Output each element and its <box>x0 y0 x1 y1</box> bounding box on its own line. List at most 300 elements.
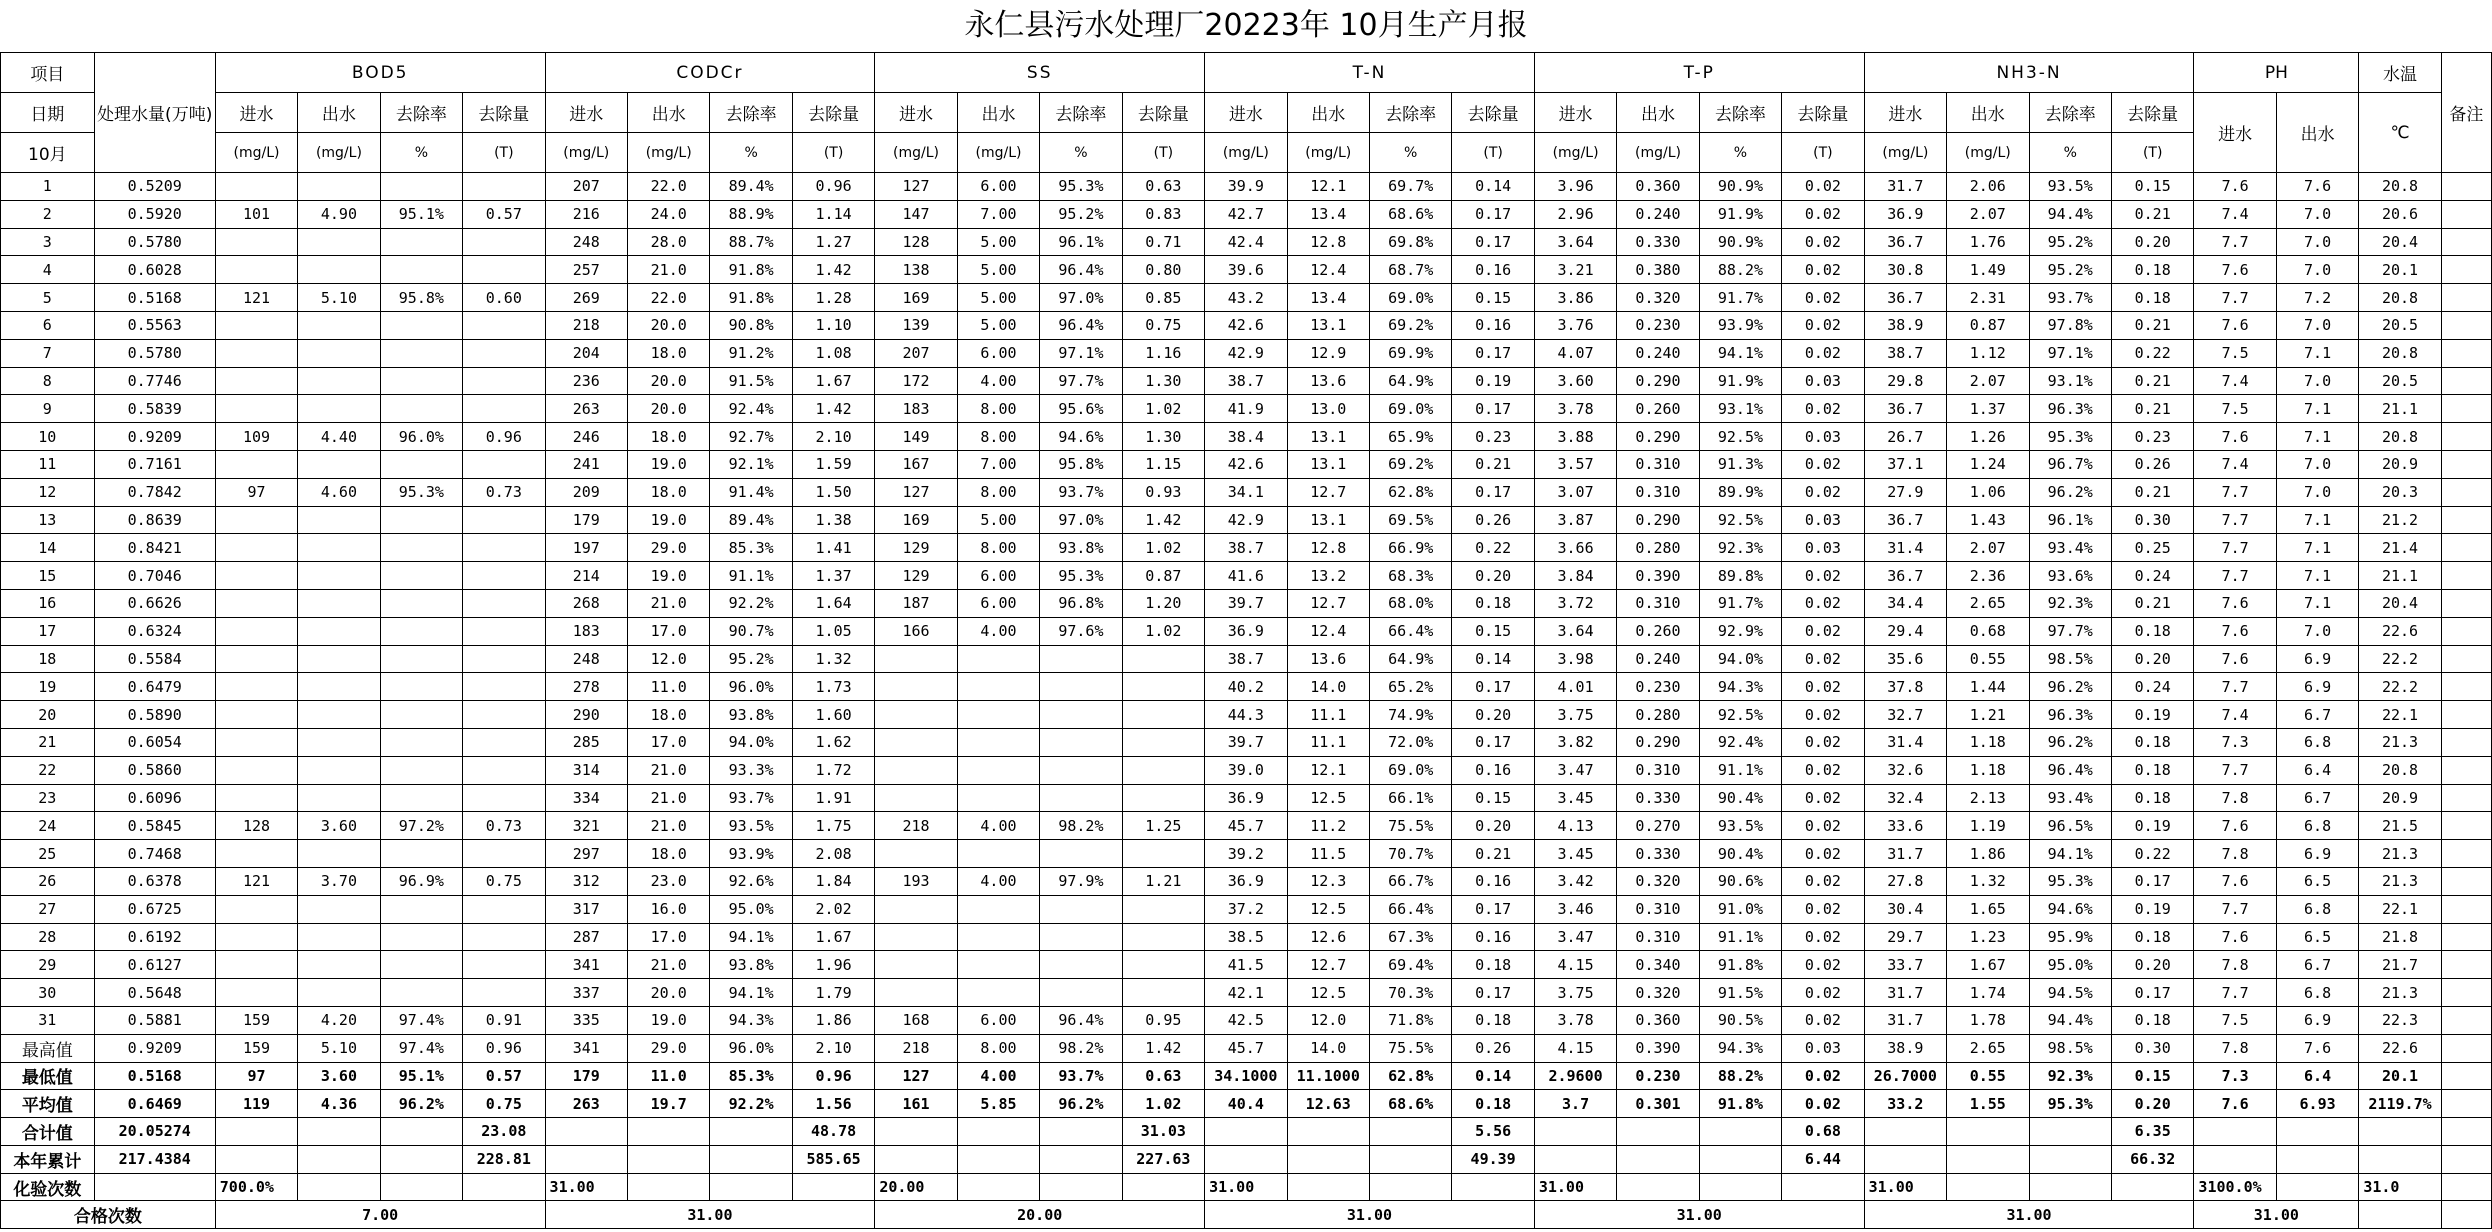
data-cell: 7.3 <box>2194 728 2276 756</box>
blank-cell <box>1369 1145 1451 1173</box>
blank-cell <box>1205 1118 1287 1146</box>
data-cell: 0.02 <box>1782 311 1864 339</box>
table-row <box>1 423 2492 451</box>
data-cell: 0.16 <box>1452 311 1534 339</box>
data-cell: 37.1 <box>1864 450 1946 478</box>
blank-cell <box>2029 1145 2111 1173</box>
table-row <box>1 812 2492 840</box>
data-cell: 1.15 <box>1122 450 1204 478</box>
data-cell: 0.17 <box>1452 673 1534 701</box>
data-cell: 93.7% <box>1040 478 1122 506</box>
data-cell <box>1040 923 1122 951</box>
data-cell: 19.0 <box>627 562 709 590</box>
data-cell: 5.00 <box>957 256 1039 284</box>
blank-cell <box>2441 1201 2491 1229</box>
blank-cell <box>710 1118 792 1146</box>
group-bod5: BOD5 <box>215 53 545 93</box>
group-ss: SS <box>875 53 1205 93</box>
pass-value: 31.00 <box>1205 1201 1535 1229</box>
stat-cell: 0.75 <box>463 1090 545 1118</box>
data-cell: 0.5780 <box>94 228 215 256</box>
sub-header: 去除率 <box>1369 93 1451 133</box>
day-cell: 5 <box>1 284 95 312</box>
data-cell: 91.5% <box>1699 979 1781 1007</box>
data-cell: 121 <box>215 867 297 895</box>
data-cell: 42.9 <box>1205 339 1287 367</box>
data-cell: 6.8 <box>2276 979 2358 1007</box>
total-value: 49.39 <box>1452 1145 1534 1173</box>
data-cell: 21.1 <box>2359 395 2441 423</box>
stat-cell: 7.6 <box>2194 1090 2276 1118</box>
sub-header: 出水 <box>1617 93 1699 133</box>
sub-header: 去除率 <box>380 93 462 133</box>
data-cell: 8.00 <box>957 395 1039 423</box>
data-cell: 7.4 <box>2194 367 2276 395</box>
sub-header: 去除量 <box>2111 93 2193 133</box>
stat-cell: 68.6% <box>1369 1090 1451 1118</box>
data-cell <box>215 589 297 617</box>
data-cell: 0.17 <box>1452 228 1534 256</box>
data-cell: 39.7 <box>1205 728 1287 756</box>
data-cell: 1.91 <box>792 784 874 812</box>
data-cell: 98.2% <box>1040 812 1122 840</box>
day-cell: 19 <box>1 673 95 701</box>
data-cell: 95.0% <box>2029 951 2111 979</box>
data-cell: 96.1% <box>2029 506 2111 534</box>
data-cell: 0.240 <box>1617 645 1699 673</box>
blank-cell <box>1864 1145 1946 1173</box>
stat-cell: 85.3% <box>710 1062 792 1090</box>
stat-cell: 33.2 <box>1864 1090 1946 1118</box>
data-cell: 12.4 <box>1287 617 1369 645</box>
data-cell: 94.0% <box>1699 645 1781 673</box>
sub-header: 出水 <box>298 93 380 133</box>
year-total-row <box>1 1145 2492 1173</box>
data-cell: 38.7 <box>1205 645 1287 673</box>
data-cell: 29.7 <box>1864 923 1946 951</box>
data-cell: 32.6 <box>1864 756 1946 784</box>
data-cell: 68.3% <box>1369 562 1451 590</box>
data-cell: 0.20 <box>1452 701 1534 729</box>
data-cell: 0.75 <box>1122 311 1204 339</box>
data-cell: 22.2 <box>2359 645 2441 673</box>
sub-header: 出水 <box>627 93 709 133</box>
data-cell: 62.8% <box>1369 478 1451 506</box>
data-cell <box>215 450 297 478</box>
data-cell: 0.23 <box>2111 423 2193 451</box>
data-cell: 44.3 <box>1205 701 1287 729</box>
data-cell <box>298 228 380 256</box>
stat-cell: 7.6 <box>2276 1034 2358 1062</box>
data-cell: 12.5 <box>1287 979 1369 1007</box>
data-cell: 3.46 <box>1534 895 1616 923</box>
data-cell <box>463 256 545 284</box>
data-cell: 0.03 <box>1782 506 1864 534</box>
sub-header: 进水 <box>1864 93 1946 133</box>
data-cell: 0.17 <box>1452 339 1534 367</box>
month-header: 10月 <box>1 133 95 173</box>
total-value: 23.08 <box>463 1118 545 1146</box>
data-cell: 17.0 <box>627 923 709 951</box>
stat-cell: 0.9209 <box>94 1034 215 1062</box>
day-cell: 4 <box>1 256 95 284</box>
data-cell: 0.240 <box>1617 339 1699 367</box>
table-row <box>1 367 2492 395</box>
data-cell <box>298 534 380 562</box>
data-cell: 0.290 <box>1617 423 1699 451</box>
blank-cell <box>298 1118 380 1146</box>
note-cell <box>2441 840 2491 868</box>
note-cell <box>2441 228 2491 256</box>
data-cell: 0.5563 <box>94 311 215 339</box>
data-cell: 0.73 <box>463 812 545 840</box>
data-cell: 0.260 <box>1617 395 1699 423</box>
day-cell: 30 <box>1 979 95 1007</box>
stat-cell: 0.301 <box>1617 1090 1699 1118</box>
data-cell: 97 <box>215 478 297 506</box>
data-cell: 14.0 <box>1287 673 1369 701</box>
data-cell: 95.2% <box>1040 200 1122 228</box>
stat-cell: 92.3% <box>2029 1062 2111 1090</box>
data-cell: 93.8% <box>710 951 792 979</box>
data-cell: 0.96 <box>792 173 874 201</box>
data-cell: 269 <box>545 284 627 312</box>
blank-cell <box>710 1173 792 1201</box>
data-cell <box>1122 701 1204 729</box>
data-cell: 0.02 <box>1782 867 1864 895</box>
data-cell: 20.0 <box>627 979 709 1007</box>
data-cell: 0.21 <box>2111 367 2193 395</box>
data-cell: 69.2% <box>1369 450 1451 478</box>
data-cell: 147 <box>875 200 957 228</box>
data-cell: 95.6% <box>1040 395 1122 423</box>
data-cell: 312 <box>545 867 627 895</box>
data-cell: 0.96 <box>463 423 545 451</box>
blank-cell <box>94 1173 215 1201</box>
data-cell: 96.8% <box>1040 589 1122 617</box>
data-cell <box>215 784 297 812</box>
data-cell: 30.8 <box>1864 256 1946 284</box>
data-cell: 127 <box>875 478 957 506</box>
stat-cell: 179 <box>545 1062 627 1090</box>
data-cell: 91.5% <box>710 367 792 395</box>
data-cell: 66.4% <box>1369 617 1451 645</box>
data-cell: 96.4% <box>1040 1006 1122 1034</box>
data-cell <box>298 756 380 784</box>
data-cell <box>1040 756 1122 784</box>
data-cell: 290 <box>545 701 627 729</box>
table-row <box>1 284 2492 312</box>
data-cell <box>1040 979 1122 1007</box>
data-cell <box>298 367 380 395</box>
sum-row <box>1 1118 2492 1146</box>
data-cell: 93.3% <box>710 756 792 784</box>
data-cell: 66.4% <box>1369 895 1451 923</box>
data-cell: 31.4 <box>1864 728 1946 756</box>
data-cell: 96.7% <box>2029 450 2111 478</box>
note-cell <box>2441 589 2491 617</box>
data-cell: 0.19 <box>2111 895 2193 923</box>
data-cell <box>298 645 380 673</box>
data-cell: 1.37 <box>1947 395 2029 423</box>
data-cell: 0.20 <box>2111 951 2193 979</box>
group-codcr: CODCr <box>545 53 875 93</box>
data-cell <box>380 339 462 367</box>
note-cell <box>2441 645 2491 673</box>
data-cell: 127 <box>875 173 957 201</box>
data-cell: 12.5 <box>1287 784 1369 812</box>
data-cell: 0.310 <box>1617 756 1699 784</box>
data-cell: 1.62 <box>792 728 874 756</box>
data-cell: 20.9 <box>2359 450 2441 478</box>
data-cell <box>215 701 297 729</box>
note-cell <box>2441 423 2491 451</box>
data-cell: 93.5% <box>710 812 792 840</box>
data-cell: 7.1 <box>2276 423 2358 451</box>
data-cell: 97.4% <box>380 1006 462 1034</box>
data-cell: 96.2% <box>2029 673 2111 701</box>
blank-cell <box>1699 1145 1781 1173</box>
total-value: 6.44 <box>1782 1145 1864 1173</box>
data-cell <box>1122 923 1204 951</box>
data-cell: 3.96 <box>1534 173 1616 201</box>
data-cell: 187 <box>875 589 957 617</box>
data-cell <box>380 395 462 423</box>
note-cell <box>2441 1006 2491 1034</box>
blank-cell <box>875 1145 957 1173</box>
day-cell: 20 <box>1 701 95 729</box>
data-cell: 90.9% <box>1699 173 1781 201</box>
data-cell: 16.0 <box>627 895 709 923</box>
data-cell: 3.60 <box>1534 367 1616 395</box>
data-cell <box>957 645 1039 673</box>
data-cell: 96.4% <box>1040 256 1122 284</box>
total-value: 66.32 <box>2111 1145 2193 1173</box>
stat-cell: 2.10 <box>792 1034 874 1062</box>
data-cell <box>298 923 380 951</box>
total-value: 228.81 <box>463 1145 545 1173</box>
data-cell: 7.1 <box>2276 395 2358 423</box>
unit-header: (T) <box>463 133 545 173</box>
data-cell: 36.7 <box>1864 395 1946 423</box>
temp-unit-header: ℃ <box>2359 93 2441 173</box>
data-cell: 0.15 <box>2111 173 2193 201</box>
data-cell: 11.5 <box>1287 840 1369 868</box>
data-cell: 1.41 <box>792 534 874 562</box>
blank-cell <box>2029 1118 2111 1146</box>
data-cell: 22.6 <box>2359 617 2441 645</box>
data-cell: 69.2% <box>1369 311 1451 339</box>
data-cell: 29.0 <box>627 534 709 562</box>
data-cell: 0.80 <box>1122 256 1204 284</box>
data-cell: 207 <box>875 339 957 367</box>
data-cell: 0.6324 <box>94 617 215 645</box>
blank-cell <box>1452 1173 1534 1201</box>
data-cell: 2.07 <box>1947 367 2029 395</box>
data-cell: 285 <box>545 728 627 756</box>
data-cell <box>463 228 545 256</box>
data-cell: 42.6 <box>1205 311 1287 339</box>
data-cell <box>215 923 297 951</box>
data-cell: 0.02 <box>1782 339 1864 367</box>
data-cell: 20.5 <box>2359 311 2441 339</box>
data-cell: 21.5 <box>2359 812 2441 840</box>
data-cell: 96.4% <box>1040 311 1122 339</box>
data-cell <box>298 506 380 534</box>
unit-header: (mg/L) <box>1205 133 1287 173</box>
stat-cell: 218 <box>875 1034 957 1062</box>
data-cell: 7.0 <box>2276 200 2358 228</box>
total-value: 6.35 <box>2111 1118 2193 1146</box>
data-cell: 18.0 <box>627 701 709 729</box>
data-cell: 0.240 <box>1617 200 1699 228</box>
stat-cell: 0.03 <box>1782 1034 1864 1062</box>
day-cell: 9 <box>1 395 95 423</box>
data-cell: 7.6 <box>2194 617 2276 645</box>
data-cell: 7.1 <box>2276 589 2358 617</box>
data-cell: 0.55 <box>1947 645 2029 673</box>
data-cell: 69.0% <box>1369 395 1451 423</box>
data-cell: 0.7746 <box>94 367 215 395</box>
blank-cell <box>1864 1118 1946 1146</box>
sub-header: 出水 <box>957 93 1039 133</box>
data-cell: 1.37 <box>792 562 874 590</box>
pass-value: 31.00 <box>1864 1201 2194 1229</box>
data-cell: 69.0% <box>1369 284 1451 312</box>
stat-cell: 2.65 <box>1947 1034 2029 1062</box>
data-cell: 96.0% <box>380 423 462 451</box>
data-cell: 1.12 <box>1947 339 2029 367</box>
data-cell: 297 <box>545 840 627 868</box>
data-cell: 0.21 <box>2111 589 2193 617</box>
data-cell: 7.7 <box>2194 228 2276 256</box>
data-cell <box>298 617 380 645</box>
data-cell: 12.5 <box>1287 895 1369 923</box>
unit-header: (mg/L) <box>1617 133 1699 173</box>
data-cell: 1.49 <box>1947 256 2029 284</box>
stat-cell: 62.8% <box>1369 1062 1451 1090</box>
pass-value: 20.00 <box>875 1201 1205 1229</box>
data-cell: 3.70 <box>298 867 380 895</box>
data-cell: 2.10 <box>792 423 874 451</box>
data-cell: 168 <box>875 1006 957 1034</box>
data-cell: 4.40 <box>298 423 380 451</box>
data-cell: 43.2 <box>1205 284 1287 312</box>
blank-cell <box>957 1118 1039 1146</box>
sub-header: 出水 <box>1287 93 1369 133</box>
data-cell: 241 <box>545 450 627 478</box>
data-cell: 34.1 <box>1205 478 1287 506</box>
stat-cell: 0.02 <box>1782 1062 1864 1090</box>
data-cell: 0.18 <box>2111 728 2193 756</box>
data-cell: 317 <box>545 895 627 923</box>
data-cell: 94.4% <box>2029 200 2111 228</box>
data-cell: 91.8% <box>1699 951 1781 979</box>
data-cell: 7.0 <box>2276 228 2358 256</box>
unit-header: % <box>380 133 462 173</box>
data-cell: 7.7 <box>2194 534 2276 562</box>
data-cell <box>380 923 462 951</box>
data-cell <box>380 979 462 1007</box>
sub-header: 去除量 <box>1122 93 1204 133</box>
stat-cell: 97.4% <box>380 1034 462 1062</box>
data-cell: 17.0 <box>627 728 709 756</box>
unit-header: % <box>1699 133 1781 173</box>
data-cell <box>957 979 1039 1007</box>
data-cell: 0.380 <box>1617 256 1699 284</box>
data-cell <box>1122 645 1204 673</box>
data-cell: 12.6 <box>1287 923 1369 951</box>
data-cell <box>298 895 380 923</box>
data-cell: 0.5780 <box>94 339 215 367</box>
stat-cell: 11.1000 <box>1287 1062 1369 1090</box>
table-row <box>1 784 2492 812</box>
unit-header: (T) <box>1122 133 1204 173</box>
stat-cell: 4.00 <box>957 1062 1039 1090</box>
data-cell: 218 <box>875 812 957 840</box>
data-cell: 1.21 <box>1947 701 2029 729</box>
stat-cell: 0.14 <box>1452 1062 1534 1090</box>
data-cell: 1.43 <box>1947 506 2029 534</box>
data-cell: 27.8 <box>1864 867 1946 895</box>
stat-cell: 94.3% <box>1699 1034 1781 1062</box>
data-cell: 287 <box>545 923 627 951</box>
data-cell: 0.87 <box>1947 311 2029 339</box>
data-cell: 1.75 <box>792 812 874 840</box>
unit-header: (mg/L) <box>1287 133 1369 173</box>
data-cell: 90.5% <box>1699 1006 1781 1034</box>
data-cell: 93.9% <box>710 840 792 868</box>
blank-cell <box>1947 1173 2029 1201</box>
data-cell <box>215 339 297 367</box>
stat-cell: 2119.7% <box>2359 1090 2441 1118</box>
data-cell: 7.0 <box>2276 256 2358 284</box>
blank-cell <box>2111 1173 2193 1201</box>
data-cell: 92.4% <box>710 395 792 423</box>
data-cell: 3.75 <box>1534 979 1616 1007</box>
stat-cell: 97 <box>215 1062 297 1090</box>
data-cell: 7.7 <box>2194 284 2276 312</box>
sub-header: 去除率 <box>1040 93 1122 133</box>
data-cell: 1.96 <box>792 951 874 979</box>
data-cell: 64.9% <box>1369 367 1451 395</box>
blank-cell <box>2359 1201 2441 1229</box>
data-cell: 38.4 <box>1205 423 1287 451</box>
stat-cell: 96.0% <box>710 1034 792 1062</box>
stat-cell: 0.96 <box>463 1034 545 1062</box>
unit-header: (mg/L) <box>957 133 1039 173</box>
data-cell <box>875 673 957 701</box>
data-cell: 41.9 <box>1205 395 1287 423</box>
data-cell: 128 <box>215 812 297 840</box>
data-cell <box>215 173 297 201</box>
data-cell: 7.0 <box>2276 311 2358 339</box>
day-cell: 18 <box>1 645 95 673</box>
blank-cell <box>710 1145 792 1173</box>
unit-header: (mg/L) <box>1864 133 1946 173</box>
data-cell: 69.8% <box>1369 228 1451 256</box>
data-cell: 101 <box>215 200 297 228</box>
stat-cell: 2.9600 <box>1534 1062 1616 1090</box>
data-cell: 2.06 <box>1947 173 2029 201</box>
data-cell <box>957 951 1039 979</box>
unit-header: (T) <box>2111 133 2193 173</box>
data-cell: 26.7 <box>1864 423 1946 451</box>
note-cell <box>2441 311 2491 339</box>
data-cell: 1.59 <box>792 450 874 478</box>
data-cell: 0.21 <box>2111 200 2193 228</box>
table-row <box>1 173 2492 201</box>
